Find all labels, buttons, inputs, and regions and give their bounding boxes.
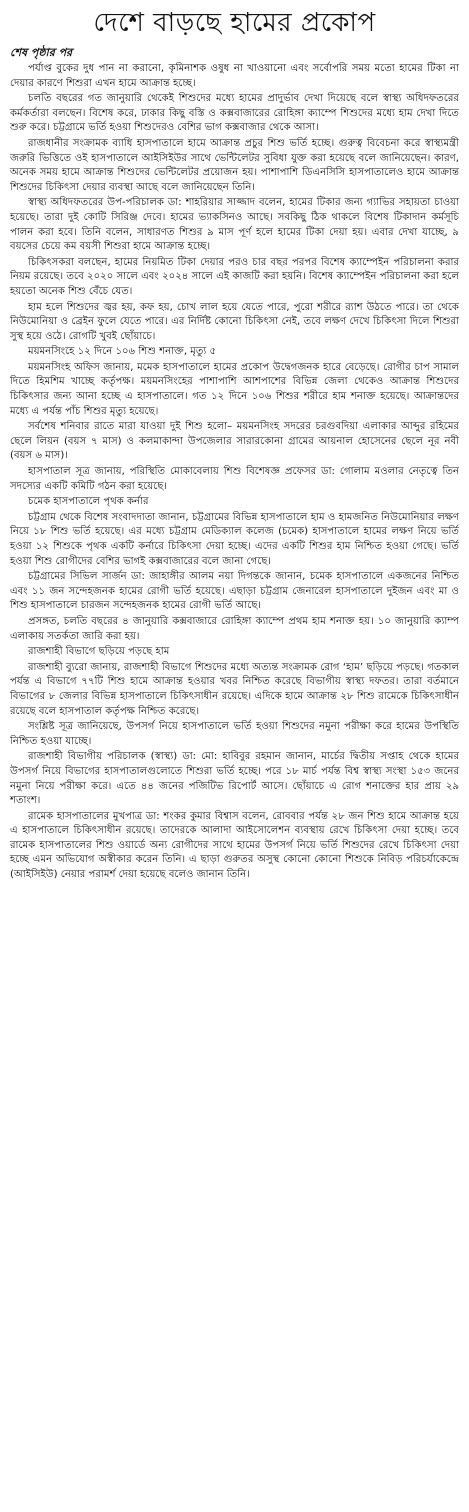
article-body [10,62,459,883]
body-paragraph: স্বাস্থ্য অধিদফতরের উপ-পরিচালক ডা: শাহরিয়ার সাজ্জাদ বলেন, হামের টিকার জন্য গ্যাভির সহায়তা চাওয়া হয়েছে। তারা দুই কোটি সিরিঞ্জ দেবে। হামের ভ্যাকসিনও আছে। সবকিছু ঠিক থাকলে বিশেষ টিকাদান কর্মসূচি পালন করা হবে। তিনি বলেন, সাধারণত শিশুর ৯ মাস পূর্ণ হলে হামের টিকা দেয়া হয়। এবার দেখা যাচ্ছে, ৯ বয়সের চেয়ে কম বয়সী শিশুরা হামে আক্রান্ত হচ্ছে। [10,197,459,253]
article-headline: দেশে বাড়ছে হামের প্রকোপ [93,8,376,38]
section-subheading: ময়মনসিংহে ১২ দিনে ১০৬ শিশু শনাক্ত, মৃত্যু ৫ [28,346,217,358]
body-paragraph: হাসপাতাল সূত্র জানায়, পরিস্থিতি মোকাবেলায় শিশু বিশেষজ্ঞ প্রফেসর ডা: গোলাম মওলার নেতৃত্বে তিন সদস্যের একটি কমিটি গঠন করা হয়েছে। [10,466,459,492]
body-paragraph: ময়মনসিংহ অফিস জানায়, মমেক হাসপাতালে হামের প্রকোপ উদ্বেগজনক হারে বেড়েছে। রোগীর চাপ সামাল দিতে হিমশিম খাচ্ছে কর্তৃপক্ষ। ময়মনসিংহের পাশাপাশি আশপাশের বিভিন্ন জেলা থেকেও আক্রান্ত শিশুদের চিকিৎসার জন্য আনা হচ্ছে এ হাসপাতালে। গত ১২ দিনে ১০৬ শিশুর শরীরে হাম শনাক্ত হয়েছে। আক্রান্তদের মধ্যে এ পর্যন্ত পাঁচ শিশুর মৃত্যু হয়েছে। [10,361,459,417]
body-paragraph: প্রসঙ্গত, চলতি বছরের ৪ জানুয়ারি কক্সবাজারে রোহিঙ্গা ক্যাম্পে প্রথম হাম শনাক্ত হয়। ১০ জানুয়ারি ক্যাম্প এলাকায় সতর্কতা জারি করা হয়। [10,615,459,642]
section-subheading: রাজশাহী বিভাগে ছড়িয়ে পড়ছে হাম [28,646,170,658]
continued-from-label: শেষ পৃষ্ঠার পর [10,46,73,59]
body-paragraph: রাজশাহী বিভাগীয় পরিচালক (স্বাস্থ্য) ডা: মো: হাবিবুর রহমান জানান, মার্চের দ্বিতীয় সপ্তাহ থেকে হামের উপসর্গ নিয়ে বিভাগের হাসপাতালগুলোতে শিশুরা ভর্তি হচ্ছে। পরে ১৮ মার্চ পর্যন্ত বিশ্ব স্বাস্থ্য সংস্থা ১৫৩ জনের নমুনা নিয়ে পরীক্ষা করে। এতে ৪৪ জনের পজিটিভ রিপোর্ট আসে। ছোঁয়াচে এ রোগ শনাক্তের হার প্রায় ২৯ শতাংশ। [10,751,459,807]
body-paragraph: হাম হলে শিশুদের জ্বর হয়, কফ হয়, চোখ লাল হয়ে যেতে পারে, পুরো শরীরে র‌্যাশ উঠতে পারে। তা থেকে নিউমোনিয়া ও ব্রেইন ফুলে যেতে পারে। এর নির্দিষ্ট কোনো চিকিৎসা নেই, তবে লক্ষণ দেখে চিকিৎসা দিলে শিশুরা সুস্থ হয়ে ওঠে। রোগটি খুবই ছোঁয়াচে। [10,301,459,342]
body-paragraph: চট্টগ্রাম থেকে বিশেষ সংবাদদাতা জানান, চট্টগ্রামের বিভিন্ন হাসপাতালে হাম ও হামজনিত নিউমোনিয়ার লক্ষণ নিয়ে ১৮ শিশু ভর্তি হয়েছে। এর মধ্যে চট্টগ্রাম মেডিক্যাল কলেজ (চমেক) হাসপাতালে হামের লক্ষণ নিয়ে ভর্তি হওয়া ১২ শিশুকে পৃথক একটি কর্নারে চিকিৎসা দেয়া হচ্ছে। এদের একটি শিশুর হাম নিশ্চিত হওয়া গেছে। ভর্তি হওয়া শিশু রোগীদের বেশির ভাগই কক্সবাজারের বলে জানা গেছে। [10,511,459,567]
body-paragraph: চট্টগ্রামের সিভিল সার্জন ডা: জাহাঙ্গীর আলম নয়া দিগন্তকে জানান, চমেক হাসপাতালে একজনের নিশ্চিত এবং ১১ জন সন্দেহজনক হামের রোগী ভর্তি হয়েছে। এছাড়া চট্টগ্রাম জেনারেল হাসপাতালে দুইজন এবং মা ও শিশু হাসপাতালে চারজন সন্দেহজনক হামের রোগী ভর্তি আছে। [10,571,459,612]
body-paragraph: রাজধানীর সংক্রামক ব্যাধি হাসপাতালে হামে আক্রান্ত প্রচুর শিশু ভর্তি হচ্ছে। গুরুত্ব বিবেচনা করে স্বাস্থ্যমন্ত্রী জরুরি ভিত্তিতে ওই হাসপাতালে আইসিইউর সাথে ভেন্টিলেটর সুবিধা যুক্ত করা হয়েছে বলে জানিয়েছেন। কারণ, অনেক সময় হামে আক্রান্ত শিশুদের ভেন্টিলেটর প্রয়োজন হয়। পাশাপাশি ডিএনসিসি হাসপাতালেও হামে আক্রান্ত শিশুদের চিকিৎসা দেয়ার ব্যবস্থা আছে বলে জানিয়েছেন তিনি। [10,137,459,193]
body-paragraph: চলতি বছরের গত জানুয়ারি থেকেই শিশুদের মধ্যে হামের প্রাদুর্ভাব দেখা দিয়েছে বলে স্বাস্থ্য অধিদফতরের কর্মকর্তারা বলছেন। বিশেষ করে, ঢাকার কিছু বস্তি ও কক্সবাজারের রোহিঙ্গা ক্যাম্পে শিশুদের মধ্যে হাম দেখা দিতে শুরু করে। চট্টগ্রামে ভর্তি হওয়া শিশুদেরও বেশির ভাগ কক্সবাজার থেকে আসা। [10,93,459,134]
body-paragraph: সর্বশেষ শনিবার রাতে মারা যাওয়া দুই শিশু হলো– ময়মনসিংহ সদরের চরগুবদিয়া এলাকার আব্দুর রহিমের ছেলে লিয়ন (বয়স ৭ মাস) ও কলমাকান্দা উপজেলার সারারকোনা গ্রামের আয়নাল হোসেনের ছেলে নূর নবী (বয়স ৬ মাস)। [10,421,459,462]
body-paragraph: পর্যাপ্ত বুকের দুধ পান না করানো, কৃমিনাশক ওষুধ না খাওয়ানো এবং সর্বোপরি সময় মতো হামের টিকা না দেয়ার কারণে শিশুরা এখন হামে আক্রান্ত হচ্ছে। [10,63,459,89]
section-subheading: চমেক হাসপাতালে পৃথক কর্নার [28,496,149,508]
body-paragraph: রামেক হাসপাতালের মুখপাত্র ডা: শংকর কুমার বিশ্বাস বলেন, রোববার পর্যন্ত ২৮ জন শিশু হামে আক্রান্ত হয়ে এ হাসপাতালে চিকিৎসাধীন রয়েছে। তাদেরকে আলাদা আইসোলেশন ব্যবস্থায় রেখে চিকিৎসা দেয়া হচ্ছে। তবে রামেক হাসপাতালের শিশু ওয়ার্ডে অন্য রোগীদের সাথে হামের উপসর্গ নিয়ে ভর্তি শিশুদের রেখে চিকিৎসা দেয়া হচ্ছে এমন অভিযোগ অস্বীকার করেন তিনি। এ ছাড়া গুরুতর অসুস্থ কোনো কোনো শিশুকে নিবিড় পরিচর্যাকেন্দ্রে (আইসিইউ) নেয়ার পরামর্শ দেয়া হয়েছে বলেও জানান তিনি। [10,810,459,881]
body-paragraph: সংশ্লিষ্ট সূত্র জানিয়েছে, উপসর্গ নিয়ে হাসপাতালে ভর্তি হওয়া শিশুদের নমুনা পরীক্ষা করে হামের উপস্থিতি নিশ্চিত হওয়া যাচ্ছে। [10,721,459,747]
body-paragraph: রাজশাহী ব্যুরো জানায়, রাজশাহী বিভাগে শিশুদের মধ্যে অত্যন্ত সংক্রামক রোগ ‘হাম’ ছড়িয়ে পড়ছে। গতকাল পর্যন্ত এ বিভাগে ৭৭টি শিশু হামে আক্রান্ত হওয়ার খবর নিশ্চিত করেছে বিভাগীয় স্বাস্থ্য দফতর। তারা বর্তমানে বিভাগের ৮ জেলার বিভিন্ন হাসপাতালে চিকিৎসাধীন রয়েছে। এদিকে হামে আক্রান্ত ২৮ শিশু রামেকে চিকিৎসাধীন রয়েছে বলে হাসপাতাল কর্তৃপক্ষ নিশ্চিত করেছে। [10,661,459,717]
body-paragraph: চিকিৎসকরা বলছেন, হামের নিয়মিত টিকা দেয়ার পরও চার বছর পরপর বিশেষ ক্যাম্পেইন পরিচালনা করার নিয়ম রয়েছে। তবে ২০২০ সালে এবং ২০২৪ সালে এই কাজটি করা হয়নি। বিশেষ ক্যাম্পেইন পরিচালনা করা হলে হয়তো অনেক শিশু বেঁচে যেত। [10,256,459,297]
